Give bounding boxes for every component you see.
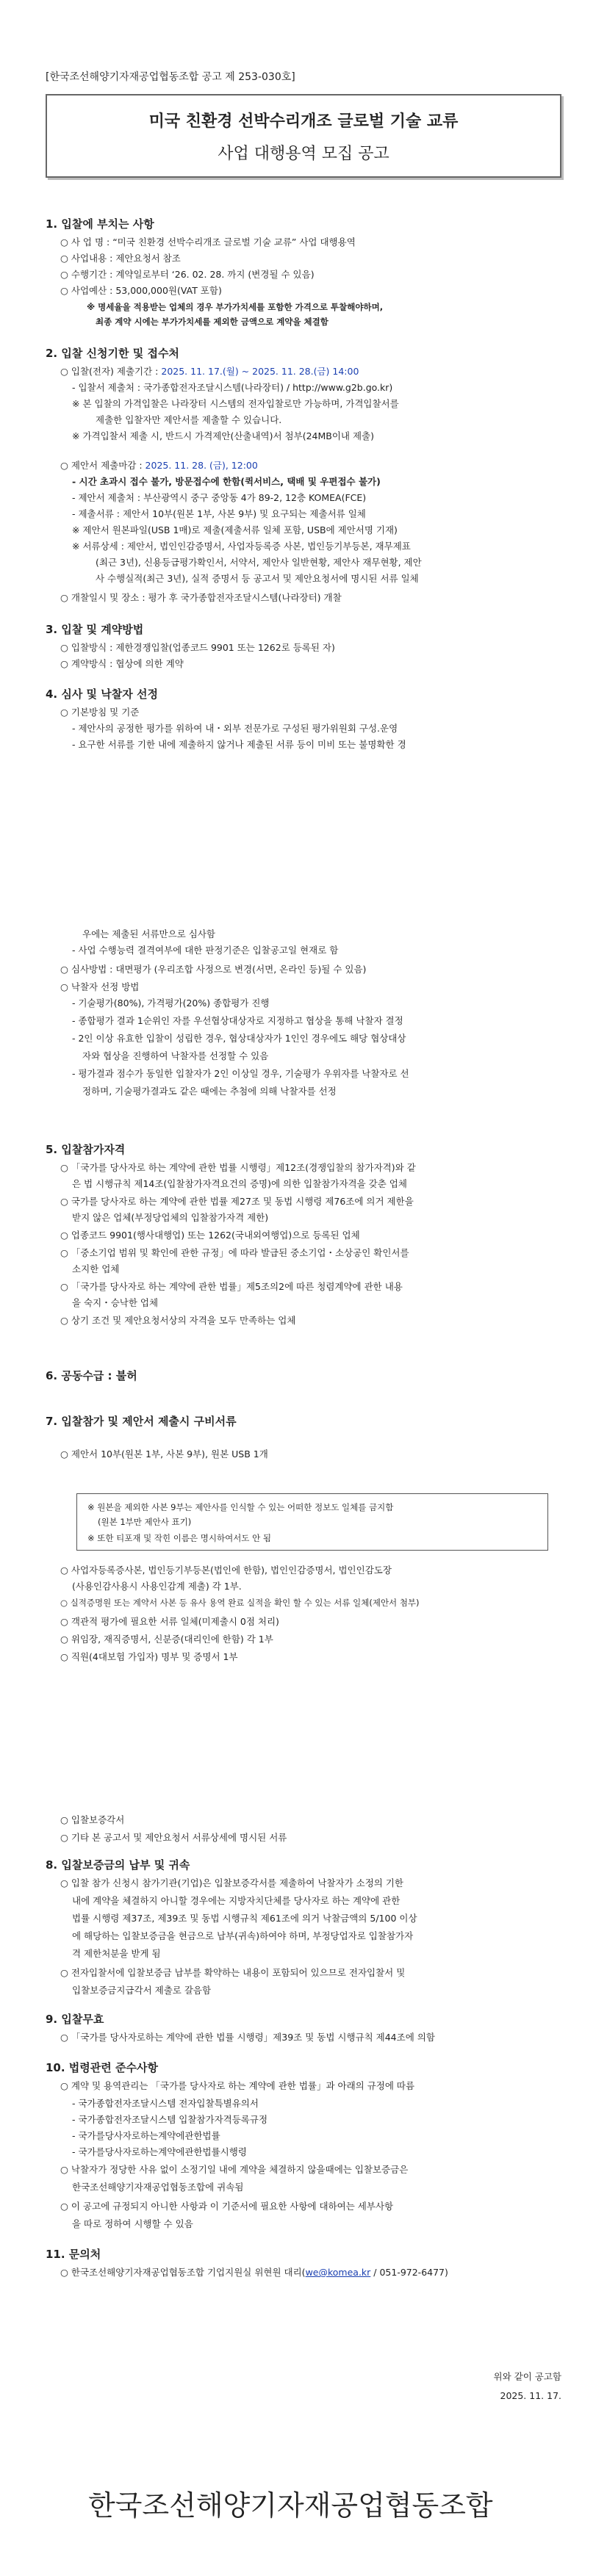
notice-date: 2025. 11. 17. (500, 2390, 561, 2401)
s3-line: ○ 입찰방식 : 제한경쟁입찰(업종코드 9901 또는 1262로 등록된 자) (60, 642, 335, 653)
section-4-title: 4. 심사 및 낙찰자 선정 (46, 688, 158, 701)
notice-number: [한국조선해양기자재공업협동조합 공고 제 253-030호] (46, 71, 295, 83)
s4-line: ○ 기본방침 및 기준 (60, 707, 140, 718)
contact-label: ○ 한국조선해양기자재공업협동조합 기업지원실 위현원 대리( (60, 2267, 306, 2278)
s4-line: 자와 협상을 진행하여 낙찰자를 선정할 수 있음 (82, 1050, 269, 1061)
s10-line: ○ 계약 및 용역관리는 「국가를 당사자로 하는 계약에 관한 법률」과 아래의 규정에 따름 (60, 2080, 415, 2091)
s1-note: 최종 계약 시에는 부가가치세를 제외한 금액으로 계약을 체결함 (96, 317, 328, 327)
s10-line: - 국가를당사자로하는계약에관한법률시행령 (72, 2146, 247, 2157)
s7-line: ○ 위임장, 재직증명서, 신분증(대리인에 한함) 각 1부 (60, 1634, 273, 1645)
s8-line: 격 제한처분을 받게 됨 (72, 1948, 161, 1959)
s10-line: - 국가종합전자조달시스템 입찰참가자격등록규정 (72, 2114, 268, 2125)
s5-line: ○ 업종코드 9901(행사대행업) 또는 1262(국내외여행업)으로 등록된 업체 (60, 1230, 360, 1241)
s2-line: ※ 가격입찰서 제출 시, 반드시 가격제안(산출내역)서 첨부(24MB이내 제출) (72, 430, 374, 441)
section-7-title: 7. 입찰참가 및 제안서 제출시 구비서류 (46, 1415, 237, 1428)
s4-line: - 사업 수행능력 결격여부에 대한 판정기준은 입찰공고일 현재로 함 (72, 945, 339, 956)
s8-line: 내에 계약을 체결하지 아니할 경우에는 지방자치단체를 당사자로 하는 계약에 관한 (72, 1895, 401, 1906)
page-subtitle: 사업 대행용역 모집 공고 (218, 145, 389, 163)
contact-line (60, 2265, 448, 2279)
s8-line: 법률 시행령 제37조, 제39조 및 동법 시행규칙 제61조에 의거 낙찰금액의 5/100 이상 (72, 1913, 417, 1924)
s10-line: 한국조선해양기자재공업협동조합에 귀속됨 (72, 2182, 244, 2193)
notice-box (76, 1493, 548, 1551)
s9-line: ○ 「국가를 당사자로하는 계약에 관한 법률 시행령」제39조 및 동법 시행규칙 제44조에 의함 (60, 2032, 435, 2043)
closing-text: 위와 같이 공고함 (493, 2371, 561, 2382)
s10-line: ○ 이 공고에 규정되지 아니한 사항과 이 기준서에 필요한 사항에 대하여는 세부사항 (60, 2201, 394, 2212)
s5-line: ○ 상기 조건 및 제안요청서상의 자격을 모두 만족하는 업체 (60, 1315, 296, 1326)
s5-line: 받지 않은 업체(부정당업체의 입찰참가자격 제한) (72, 1212, 269, 1223)
s10-line: - 국가종합전자조달시스템 전자입찰특별유의서 (72, 2098, 259, 2109)
issuer-name: 한국조선해양기자재공업협동조합 (88, 2489, 493, 2522)
s4-line: 우에는 제출된 서류만으로 심사함 (82, 928, 215, 939)
s2-line: 사 수행실적(최근 3년), 실적 증명서 등 공고서 및 제안요청서에 명시된 서류 일체 (96, 573, 419, 584)
s5-line: ○ 「국가를 당사자로 하는 계약에 관한 법률 시행령」제12조(경쟁입찰의 참가자격)와 같 (60, 1162, 416, 1173)
s2-label: ○ 제안서 제출마감 : (60, 460, 146, 471)
s8-line: ○ 전자입찰서에 입찰보증금 납부를 확약하는 내용이 포함되어 있으므로 전자입찰서 및 (60, 1967, 406, 1978)
s2-line: - 제출서류 : 제안서 10부(원본 1부, 사본 9부) 및 요구되는 제출서류 일체 (72, 508, 366, 519)
s10-line: - 국가를당사자로하는계약에관한법률 (72, 2130, 220, 2141)
s2-line: - 입찰서 제출처 : 국가종합전자조달시스템(나라장터) / http://www.g2b.go.kr) (72, 382, 393, 393)
s10-line: 을 따로 정하여 시행할 수 있음 (72, 2218, 193, 2229)
section-10-title: 10. 법령관련 준수사항 (46, 2061, 158, 2074)
s2-line: - 제안서 제출처 : 부산광역시 중구 중앙동 4가 89-2, 12층 KOMEA(FCE) (72, 492, 367, 503)
section-9-title: 9. 입찰무효 (46, 2013, 104, 2026)
section-1-title: 1. 입찰에 부치는 사항 (46, 217, 154, 231)
s2-label: ○ 입찰(전자) 제출기간 : (60, 366, 162, 377)
s7-line: ○ 사업자등록증사본, 법인등기부등본(법인에 한함), 법인인감증명서, 법인인감도장 (60, 1565, 392, 1576)
s4-line: 정하며, 기술평가결과도 같은 때에는 추첨에 의해 낙찰자를 선정 (82, 1086, 337, 1097)
s4-line: ○ 심사방법 : 대면평가 (우리조합 사정으로 변경(서면, 온라인 등)될 수 있음) (60, 964, 367, 975)
s8-line: ○ 입찰 참가 신청시 참가기관(기업)은 입찰보증각서를 제출하여 낙찰자가 소정의 기한 (60, 1877, 403, 1888)
notice-box-line: ※ 원본을 제외한 사본 9부는 제안사를 인식할 수 있는 어떠한 정보도 일체를 금지함 (87, 1502, 394, 1512)
s2-line: 제출한 입찰자만 제안서를 제출할 수 있습니다. (96, 414, 282, 425)
s1-note: ※ 명세율을 적용받는 업체의 경우 부가가치세를 포함한 가격으로 투찰해야하며, (87, 302, 384, 312)
s5-line: 을 숙지・승낙한 업체 (72, 1297, 159, 1308)
page-title: 미국 친환경 선박수리개조 글로벌 기술 교류 (148, 112, 459, 131)
s7-line: (사용인감사용시 사용인감계 제출) 각 1부. (72, 1581, 242, 1592)
notice-box-line: (원본 1부만 제안사 표기) (98, 1517, 192, 1527)
s7-line: ○ 실적증명원 또는 계약서 사본 등 유사 용역 완료 실적을 확인 할 수 있는 서류 일체(제안서 첨부) (60, 1598, 420, 1608)
s1-line: ○ 사 업 명 : “미국 친환경 선박수리개조 글로벌 기술 교류” 사업 대행용역 (60, 237, 356, 248)
s2-line (60, 458, 258, 472)
s7-line: ○ 기타 본 공고서 및 제안요청서 서류상세에 명시된 서류 (60, 1832, 287, 1843)
s8-line: 에 해당하는 입찰보증금을 현금으로 납부(귀속)하여야 하며, 부정당업자로 입찰참가자 (72, 1930, 414, 1941)
notice-box-line: ※ 또한 티포재 및 작힌 이름은 명시하여서도 안 됨 (87, 1533, 271, 1543)
s2-line: (최근 3년), 신용등급평가확인서, 서약서, 제안사 일반현황, 제안사 재무현황, 제안 (96, 557, 422, 568)
s7-line: ○ 직원(4대보험 가입자) 명부 및 증명서 1부 (60, 1651, 238, 1662)
s1-line: ○ 수행기간 : 계약일로부터 ‘26. 02. 28. 까지 (변경될 수 있음) (60, 269, 315, 280)
s2-line: ※ 본 입찰의 가격입찰은 나라장터 시스템의 전자입찰로만 가능하며, 가격입찰서를 (72, 398, 399, 409)
s10-line: ○ 낙찰자가 정당한 사유 없이 소정기일 내에 계약을 체결하지 않을때에는 입찰보증금은 (60, 2164, 409, 2175)
s2-line: ※ 서류상세 : 제안서, 법인인감증명서, 사업자등록증 사본, 법인등기부등본, 재무제표 (72, 541, 411, 552)
s4-line: - 기술평가(80%), 가격평가(20%) 종합평가 진행 (72, 997, 270, 1009)
contact-phone: / 051-972-6477) (370, 2267, 448, 2278)
s7-line: ○ 객관적 평가에 필요한 서류 일체(미제출시 0점 처리) (60, 1616, 279, 1627)
s7-line: ○ 제안서 10부(원본 1부, 사본 9부), 원본 USB 1개 (60, 1448, 268, 1460)
s1-line: ○ 사업예산 : 53,000,000원(VAT 포함) (60, 285, 222, 296)
contact-email-link[interactable]: we@komea.kr (305, 2267, 371, 2278)
s5-line: ○ 「중소기업 범위 및 확인에 관한 규정」에 따라 발급된 중소기업・소상공인 확인서를 (60, 1247, 409, 1258)
section-3-title: 3. 입찰 및 계약방법 (46, 623, 144, 636)
s4-line: ○ 낙찰자 선정 방법 (60, 981, 140, 992)
s3-line: ○ 계약방식 : 협상에 의한 계약 (60, 658, 184, 669)
s5-line: ○ 「국가를 당사자로 하는 계약에 관한 법률」제5조의2에 따른 청렴계약에 관한 내용 (60, 1281, 403, 1292)
s2-line: ○ 개찰일시 및 장소 : 평가 후 국가종합전자조달시스템(나라장터) 개찰 (60, 592, 342, 603)
s4-line: - 요구한 서류를 기한 내에 제출하지 않거나 제출된 서류 등이 미비 또는 불명확한 경 (72, 739, 406, 750)
s2-deadline: 2025. 11. 28. (금), 12:00 (145, 460, 258, 471)
title-box (46, 94, 561, 178)
s8-line: 입찰보증금지급각서 제출로 갈음함 (72, 1985, 212, 1996)
section-5-title: 5. 입찰참가자격 (46, 1143, 126, 1156)
s2-line (60, 364, 359, 378)
s4-line: - 제안사의 공정한 평가를 위하여 내・외부 전문가로 구성된 평가위원회 구성.운영 (72, 723, 398, 734)
s5-line: ○ 국가를 당사자로 하는 계약에 관한 법률 제27조 및 동법 시행령 제76조에 의거 제한을 (60, 1196, 414, 1207)
s4-line: - 종합평가 결과 1순위인 자를 우선협상대상자로 지정하고 협상을 통해 낙찰자 결정 (72, 1015, 403, 1026)
s7-line: ○ 입찰보증각서 (60, 1814, 125, 1825)
s2-line: - 시간 초과시 접수 불가, 방문접수에 한함(퀵서비스, 택배 및 우편접수 불가) (72, 476, 381, 487)
s1-line: ○ 사업내용 : 제안요청서 참조 (60, 253, 181, 264)
section-11-title: 11. 문의처 (46, 2248, 101, 2261)
section-8-title: 8. 입찰보증금의 납부 및 귀속 (46, 1858, 190, 1872)
s5-line: 은 법 시행규칙 제14조(입찰참가자격요건의 증명)에 의한 입찰참가자격을 갖춘 업체 (72, 1178, 407, 1189)
s5-line: 소지한 업체 (72, 1263, 120, 1274)
s4-line: - 평가결과 점수가 동일한 입찰자가 2인 이상일 경우, 기술평가 우위자를 낙찰자로 선 (72, 1068, 409, 1079)
section-6-title: 6. 공동수급 : 불허 (46, 1369, 137, 1382)
s2-line: ※ 제안서 원본파일(USB 1매)로 제출(제출서류 일체 포함, USB에 제안서명 기재) (72, 524, 398, 535)
s4-line: - 2인 이상 유효한 입찰이 성립한 경우, 협상대상자가 1인인 경우에도 해당 협상대상 (72, 1033, 406, 1044)
section-2-title: 2. 입찰 신청기한 및 접수처 (46, 347, 179, 360)
s2-deadline: 2025. 11. 17.(월) ~ 2025. 11. 28.(금) 14:00 (161, 366, 359, 377)
